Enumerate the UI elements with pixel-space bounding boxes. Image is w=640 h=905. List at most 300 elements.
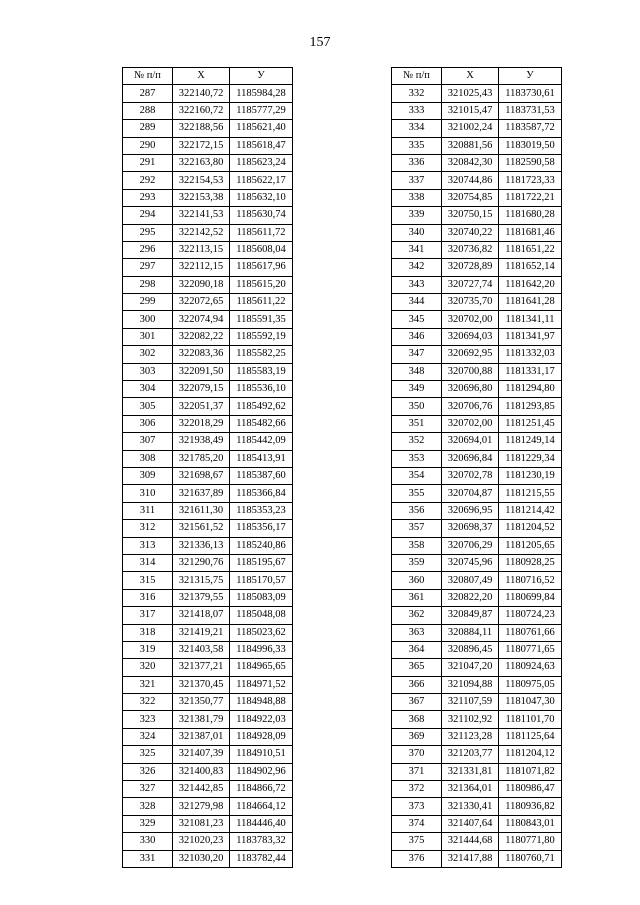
table-row [392, 572, 562, 589]
cell-y: 1185623,24 [230, 154, 293, 171]
cell-y: 1180843,01 [499, 815, 562, 832]
table-row [392, 85, 562, 102]
cell-x: 320696,95 [442, 502, 499, 519]
cell-y: 1185442,09 [230, 433, 293, 450]
cell-number: 290 [123, 137, 173, 154]
table-row [392, 694, 562, 711]
cell-x: 322018,29 [173, 415, 230, 432]
cell-y: 1185611,22 [230, 294, 293, 311]
cell-y: 1185023,62 [230, 624, 293, 641]
table-row [392, 189, 562, 206]
cell-x: 320896,45 [442, 641, 499, 658]
cell-x: 322140,72 [173, 85, 230, 102]
cell-y: 1181680,28 [499, 207, 562, 224]
cell-y: 1185617,96 [230, 259, 293, 276]
cell-x: 321331,81 [442, 763, 499, 780]
table-row [392, 624, 562, 641]
cell-number: 334 [392, 120, 442, 137]
table-row [392, 259, 562, 276]
cell-x: 322074,94 [173, 311, 230, 328]
cell-number: 291 [123, 154, 173, 171]
table-row [392, 798, 562, 815]
cell-y: 1181341,97 [499, 328, 562, 345]
cell-y: 1181047,30 [499, 694, 562, 711]
table-row [123, 850, 293, 867]
cell-y: 1183730,61 [499, 85, 562, 102]
cell-x: 321030,20 [173, 850, 230, 867]
cell-number: 362 [392, 607, 442, 624]
table-row [123, 363, 293, 380]
cell-y: 1185583,19 [230, 363, 293, 380]
table-row [392, 589, 562, 606]
cell-number: 340 [392, 224, 442, 241]
cell-x: 322079,15 [173, 381, 230, 398]
cell-number: 361 [392, 589, 442, 606]
table-row [123, 537, 293, 554]
table-row [392, 554, 562, 571]
cell-number: 375 [392, 833, 442, 850]
cell-y: 1183731,53 [499, 102, 562, 119]
cell-y: 1185777,29 [230, 102, 293, 119]
cell-y: 1180716,52 [499, 572, 562, 589]
cell-y: 1185611,72 [230, 224, 293, 241]
table-row [123, 381, 293, 398]
table-row [123, 833, 293, 850]
cell-y: 1184922,03 [230, 711, 293, 728]
table-row [392, 833, 562, 850]
cell-y: 1181214,42 [499, 502, 562, 519]
cell-number: 338 [392, 189, 442, 206]
header-number: № п/п [123, 68, 173, 85]
table-row [392, 241, 562, 258]
cell-y: 1185170,57 [230, 572, 293, 589]
cell-number: 316 [123, 589, 173, 606]
table-row [123, 502, 293, 519]
cell-x: 320694,01 [442, 433, 499, 450]
cell-number: 307 [123, 433, 173, 450]
cell-number: 320 [123, 659, 173, 676]
cell-x: 322160,72 [173, 102, 230, 119]
cell-x: 322051,37 [173, 398, 230, 415]
table-row [123, 520, 293, 537]
header-x: Х [173, 68, 230, 85]
cell-number: 360 [392, 572, 442, 589]
cell-number: 344 [392, 294, 442, 311]
table-row [392, 746, 562, 763]
cell-y: 1181125,64 [499, 728, 562, 745]
cell-x: 320727,74 [442, 276, 499, 293]
cell-number: 335 [392, 137, 442, 154]
table-row [392, 381, 562, 398]
cell-x: 321442,85 [173, 781, 230, 798]
cell-number: 332 [392, 85, 442, 102]
cell-number: 292 [123, 172, 173, 189]
cell-y: 1184910,51 [230, 746, 293, 763]
cell-x: 321417,88 [442, 850, 499, 867]
cell-y: 1180761,66 [499, 624, 562, 641]
cell-y: 1181332,03 [499, 346, 562, 363]
table-row [392, 850, 562, 867]
cell-x: 322112,15 [173, 259, 230, 276]
cell-x: 321377,21 [173, 659, 230, 676]
cell-y: 1185353,23 [230, 502, 293, 519]
cell-y: 1185482,66 [230, 415, 293, 432]
cell-number: 293 [123, 189, 173, 206]
cell-x: 320702,78 [442, 467, 499, 484]
table-row [123, 450, 293, 467]
cell-x: 322172,15 [173, 137, 230, 154]
cell-y: 1181205,65 [499, 537, 562, 554]
cell-number: 368 [392, 711, 442, 728]
cell-x: 322153,38 [173, 189, 230, 206]
cell-x: 321938,49 [173, 433, 230, 450]
table-row [123, 572, 293, 589]
cell-x: 322082,22 [173, 328, 230, 345]
cell-x: 321403,58 [173, 641, 230, 658]
cell-number: 309 [123, 467, 173, 484]
cell-y: 1185621,40 [230, 120, 293, 137]
cell-y: 1181249,14 [499, 433, 562, 450]
table-row [123, 311, 293, 328]
table-row [392, 172, 562, 189]
cell-y: 1181204,52 [499, 520, 562, 537]
table-row [123, 485, 293, 502]
table-row [123, 207, 293, 224]
cell-number: 370 [392, 746, 442, 763]
cell-y: 1185591,35 [230, 311, 293, 328]
table-row [123, 554, 293, 571]
cell-number: 357 [392, 520, 442, 537]
cell-x: 321336,13 [173, 537, 230, 554]
table-row [392, 120, 562, 137]
cell-number: 376 [392, 850, 442, 867]
table-row [392, 520, 562, 537]
cell-y: 1181229,34 [499, 450, 562, 467]
cell-x: 320736,82 [442, 241, 499, 258]
cell-y: 1184996,33 [230, 641, 293, 658]
table-row [123, 241, 293, 258]
cell-x: 321123,28 [442, 728, 499, 745]
cell-x: 321370,45 [173, 676, 230, 693]
cell-y: 1185048,08 [230, 607, 293, 624]
cell-number: 351 [392, 415, 442, 432]
cell-y: 1185366,84 [230, 485, 293, 502]
cell-x: 320696,84 [442, 450, 499, 467]
cell-number: 346 [392, 328, 442, 345]
cell-y: 1181341,11 [499, 311, 562, 328]
cell-y: 1185195,67 [230, 554, 293, 571]
cell-number: 349 [392, 381, 442, 398]
cell-x: 320754,85 [442, 189, 499, 206]
table-row [123, 711, 293, 728]
cell-x: 321002,24 [442, 120, 499, 137]
table-row [123, 676, 293, 693]
cell-x: 321407,39 [173, 746, 230, 763]
table-row [392, 363, 562, 380]
cell-number: 304 [123, 381, 173, 398]
table-row [392, 467, 562, 484]
cell-y: 1185083,09 [230, 589, 293, 606]
cell-y: 1184664,12 [230, 798, 293, 815]
cell-x: 322188,56 [173, 120, 230, 137]
cell-x: 321094,88 [442, 676, 499, 693]
cell-x: 321364,01 [442, 781, 499, 798]
cell-number: 317 [123, 607, 173, 624]
cell-y: 1185492,62 [230, 398, 293, 415]
cell-number: 322 [123, 694, 173, 711]
cell-x: 321102,92 [442, 711, 499, 728]
cell-x: 320735,70 [442, 294, 499, 311]
cell-y: 1181251,45 [499, 415, 562, 432]
cell-y: 1184902,96 [230, 763, 293, 780]
table-row [392, 763, 562, 780]
cell-y: 1183783,32 [230, 833, 293, 850]
cell-number: 324 [123, 728, 173, 745]
cell-y: 1184971,52 [230, 676, 293, 693]
cell-x: 320704,87 [442, 485, 499, 502]
cell-x: 321561,52 [173, 520, 230, 537]
cell-number: 308 [123, 450, 173, 467]
cell-number: 296 [123, 241, 173, 258]
cell-y: 1181071,82 [499, 763, 562, 780]
cell-y: 1181681,46 [499, 224, 562, 241]
cell-x: 320750,15 [442, 207, 499, 224]
table-row [123, 641, 293, 658]
cell-number: 364 [392, 641, 442, 658]
cell-number: 329 [123, 815, 173, 832]
table-row [392, 137, 562, 154]
cell-x: 320698,37 [442, 520, 499, 537]
cell-y: 1181293,85 [499, 398, 562, 415]
table-row [123, 398, 293, 415]
table-row [392, 502, 562, 519]
cell-number: 326 [123, 763, 173, 780]
cell-y: 1180724,23 [499, 607, 562, 624]
cell-x: 321444,68 [442, 833, 499, 850]
table-row [123, 746, 293, 763]
table-row [392, 659, 562, 676]
table-row [123, 346, 293, 363]
cell-y: 1181331,17 [499, 363, 562, 380]
cell-x: 320740,22 [442, 224, 499, 241]
cell-x: 321785,20 [173, 450, 230, 467]
table-row [392, 607, 562, 624]
cell-y: 1184446,40 [230, 815, 293, 832]
cell-x: 322090,18 [173, 276, 230, 293]
cell-number: 367 [392, 694, 442, 711]
cell-number: 300 [123, 311, 173, 328]
cell-number: 328 [123, 798, 173, 815]
table-row [123, 433, 293, 450]
cell-x: 321418,07 [173, 607, 230, 624]
table-row [392, 328, 562, 345]
cell-number: 294 [123, 207, 173, 224]
table-row [392, 224, 562, 241]
cell-x: 322113,15 [173, 241, 230, 258]
cell-number: 366 [392, 676, 442, 693]
cell-y: 1183782,44 [230, 850, 293, 867]
cell-number: 374 [392, 815, 442, 832]
cell-number: 298 [123, 276, 173, 293]
cell-x: 321020,23 [173, 833, 230, 850]
cell-number: 342 [392, 259, 442, 276]
cell-x: 321330,41 [442, 798, 499, 815]
cell-number: 331 [123, 850, 173, 867]
cell-y: 1185615,20 [230, 276, 293, 293]
cell-number: 363 [392, 624, 442, 641]
cell-x: 320744,86 [442, 172, 499, 189]
cell-x: 321387,01 [173, 728, 230, 745]
table-row [392, 485, 562, 502]
table-row [392, 294, 562, 311]
cell-x: 321290,76 [173, 554, 230, 571]
cell-number: 311 [123, 502, 173, 519]
cell-number: 337 [392, 172, 442, 189]
cell-y: 1180924,63 [499, 659, 562, 676]
cell-number: 289 [123, 120, 173, 137]
table-row [392, 398, 562, 415]
cell-number: 312 [123, 520, 173, 537]
cell-number: 327 [123, 781, 173, 798]
table-row [392, 311, 562, 328]
table-row [123, 659, 293, 676]
table-row [123, 328, 293, 345]
table-row [123, 728, 293, 745]
cell-y: 1184965,65 [230, 659, 293, 676]
cell-number: 339 [392, 207, 442, 224]
header-y: У [230, 68, 293, 85]
table-row [392, 450, 562, 467]
cell-number: 301 [123, 328, 173, 345]
cell-x: 322091,50 [173, 363, 230, 380]
cell-x: 321107,59 [442, 694, 499, 711]
cell-x: 321047,20 [442, 659, 499, 676]
cell-number: 321 [123, 676, 173, 693]
table-row [392, 433, 562, 450]
cell-y: 1180928,25 [499, 554, 562, 571]
cell-number: 325 [123, 746, 173, 763]
cell-x: 321350,77 [173, 694, 230, 711]
cell-y: 1185630,74 [230, 207, 293, 224]
cell-y: 1180771,65 [499, 641, 562, 658]
cell-number: 299 [123, 294, 173, 311]
cell-number: 319 [123, 641, 173, 658]
cell-y: 1185592,19 [230, 328, 293, 345]
cell-x: 320849,87 [442, 607, 499, 624]
cell-y: 1184866,72 [230, 781, 293, 798]
table-row [123, 781, 293, 798]
cell-y: 1184928,09 [230, 728, 293, 745]
table-row [392, 537, 562, 554]
cell-number: 288 [123, 102, 173, 119]
table-row [123, 694, 293, 711]
header-y: У [499, 68, 562, 85]
cell-x: 320728,89 [442, 259, 499, 276]
cell-number: 297 [123, 259, 173, 276]
table-row [123, 624, 293, 641]
table-row [392, 415, 562, 432]
table-row [123, 102, 293, 119]
cell-number: 303 [123, 363, 173, 380]
cell-x: 321025,43 [442, 85, 499, 102]
cell-y: 1180975,05 [499, 676, 562, 693]
table-row [392, 641, 562, 658]
cell-y: 1185632,10 [230, 189, 293, 206]
cell-number: 372 [392, 781, 442, 798]
cell-number: 323 [123, 711, 173, 728]
cell-y: 1185618,47 [230, 137, 293, 154]
cell-y: 1185582,25 [230, 346, 293, 363]
page-number: 157 [309, 35, 331, 50]
cell-number: 359 [392, 554, 442, 571]
table-row [123, 415, 293, 432]
cell-x: 322083,36 [173, 346, 230, 363]
table-row [392, 346, 562, 363]
cell-y: 1181215,55 [499, 485, 562, 502]
cell-y: 1185622,17 [230, 172, 293, 189]
table-row [123, 189, 293, 206]
cell-number: 343 [392, 276, 442, 293]
cell-number: 318 [123, 624, 173, 641]
cell-x: 321400,83 [173, 763, 230, 780]
cell-x: 321203,77 [442, 746, 499, 763]
cell-x: 321081,23 [173, 815, 230, 832]
cell-number: 333 [392, 102, 442, 119]
cell-number: 373 [392, 798, 442, 815]
cell-y: 1181294,80 [499, 381, 562, 398]
table-row [123, 85, 293, 102]
cell-number: 358 [392, 537, 442, 554]
cell-x: 322154,53 [173, 172, 230, 189]
cell-number: 295 [123, 224, 173, 241]
cell-y: 1181204,12 [499, 746, 562, 763]
table-row [123, 137, 293, 154]
cell-y: 1183019,50 [499, 137, 562, 154]
table-row [392, 711, 562, 728]
cell-x: 320807,49 [442, 572, 499, 589]
cell-x: 321698,67 [173, 467, 230, 484]
table-row [392, 815, 562, 832]
table-row [123, 294, 293, 311]
cell-x: 322163,80 [173, 154, 230, 171]
cell-x: 320702,00 [442, 311, 499, 328]
cell-x: 321381,79 [173, 711, 230, 728]
cell-number: 365 [392, 659, 442, 676]
table-row [123, 467, 293, 484]
coordinates-table-right [391, 67, 562, 868]
cell-y: 1185356,17 [230, 520, 293, 537]
table-header-row [123, 68, 293, 85]
cell-x: 320842,30 [442, 154, 499, 171]
cell-y: 1185240,86 [230, 537, 293, 554]
cell-y: 1185413,91 [230, 450, 293, 467]
table-row [392, 102, 562, 119]
cell-number: 330 [123, 833, 173, 850]
cell-x: 321407,64 [442, 815, 499, 832]
cell-y: 1181642,20 [499, 276, 562, 293]
cell-x: 320822,20 [442, 589, 499, 606]
cell-y: 1180760,71 [499, 850, 562, 867]
table-row [123, 120, 293, 137]
cell-number: 345 [392, 311, 442, 328]
cell-x: 320706,29 [442, 537, 499, 554]
cell-number: 336 [392, 154, 442, 171]
table-row [123, 172, 293, 189]
table-row [123, 798, 293, 815]
cell-y: 1184948,88 [230, 694, 293, 711]
cell-x: 320696,80 [442, 381, 499, 398]
cell-y: 1183587,72 [499, 120, 562, 137]
